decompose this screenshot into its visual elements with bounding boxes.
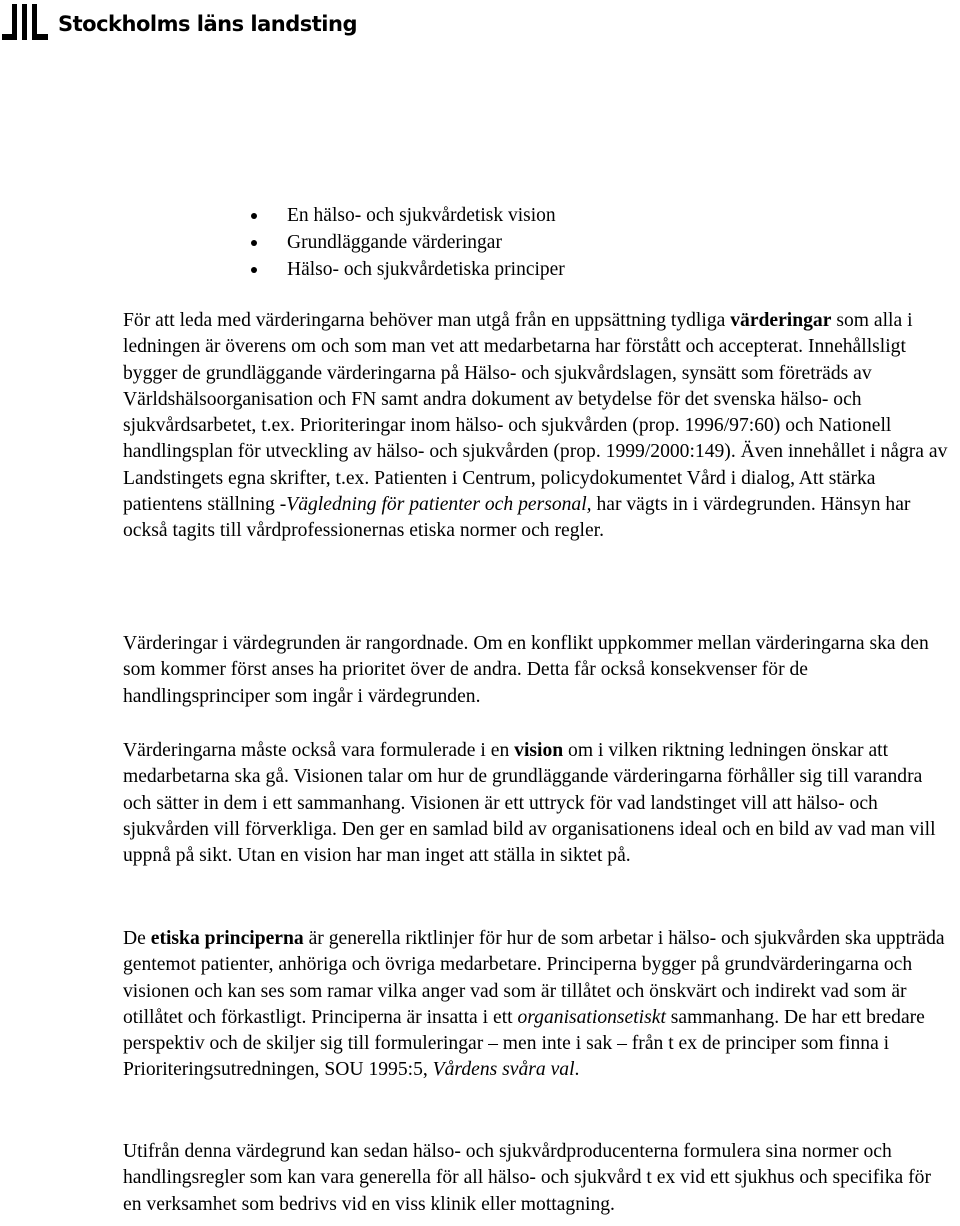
paragraph-ethical-principles: De etiska principerna är generella riktlinjer för hur de som arbetar i hälso- och sjukvården ska uppträda gentemot patienter, anhöriga och övriga medarbetare. Principerna bygger på grundvärderingarna och visionen och kan ses som ramar vilka anger vad som är tillåtet och önskvärt och indirekt vad som är otillåtet och förkastligt. Principerna är insatta i ett organisationsetiskt sammanhang. De har ett bredare perspektiv och de skiljer sig till formuleringar – men inte i sak – från t ex de principer som finna i Prioriteringsutredningen, SOU 1995:5, Vårdens svåra val. [123, 928, 945, 1081]
bullet-list [251, 202, 565, 283]
sll-logo-icon [2, 4, 50, 44]
bullet-icon [251, 240, 257, 246]
bullet-item: En hälso- och sjukvårdetisk vision [251, 202, 565, 229]
paragraph-norms: Utifrån denna värdegrund kan sedan hälso- och sjukvårdproducenterna formulera sina normer och handlingsregler som kan vara generella för all hälso- och sjukvård t ex vid ett sjukhus och specifika för en verksamhet som bedrivs vid en viss klinik eller mottagning. [123, 1141, 931, 1215]
bullet-icon [251, 213, 257, 219]
bullet-item: Grundläggande värderingar [251, 229, 565, 256]
paragraph-values: För att leda med värderingarna behöver man utgå från en uppsättning tydliga värderingar som alla i ledningen är överens om och som man vet att medarbetarna har förstått och accepterat. Innehållsligt bygger de grundläggande värderingarna på Hälso- och sjukvårdslagen, synsätt som företräds av Världshälsoorganisation och FN samt andra dokument av betydelse för det svenska hälso- och sjukvårdsarbetet, t.ex. Prioriteringar inom hälso- och sjukvården (prop. 1996/97:60) och Nationell handlingsplan för utveckling av hälso- och sjukvården (prop. 1999/2000:149). Även innehållet i några av Landstingets egna skrifter, t.ex. Patienten i Centrum, policydokumentet Vård i dialog, Att stärka patientens ställning -Vägledning för patienter och personal, har vägts in i värdegrunden. Hänsyn har också tagits till vårdprofessionernas etiska normer och regler. [123, 310, 948, 542]
paragraph-ranking: Värderingar i värdegrunden är rangordnade. Om en konflikt uppkommer mellan värderingarna ska den som kommer först anses ha prioritet över de andra. Detta får också konsekvenser för de handlingsprinciper som ingår i värdegrunden. [123, 633, 929, 707]
organization-name: Stockholms läns landsting [58, 12, 357, 36]
bullet-icon [251, 267, 257, 273]
document-header [0, 0, 400, 50]
bullet-item: Hälso- och sjukvårdetiska principer [251, 256, 565, 283]
paragraph-vision: Värderingarna måste också vara formulerade i en vision om i vilken riktning ledningen önskar att medarbetarna ska gå. Visionen talar om hur de grundläggande värderingarna förhåller sig till varandra och sätter in dem i ett sammanhang. Visionen är ett uttryck för vad landstinget vill att hälso- och sjukvården vill förverkliga. Den ger en samlad bild av organisationens ideal och en bild av vad man vill uppnå på sikt. Utan en vision har man inget att ställa in siktet på. [123, 740, 936, 867]
